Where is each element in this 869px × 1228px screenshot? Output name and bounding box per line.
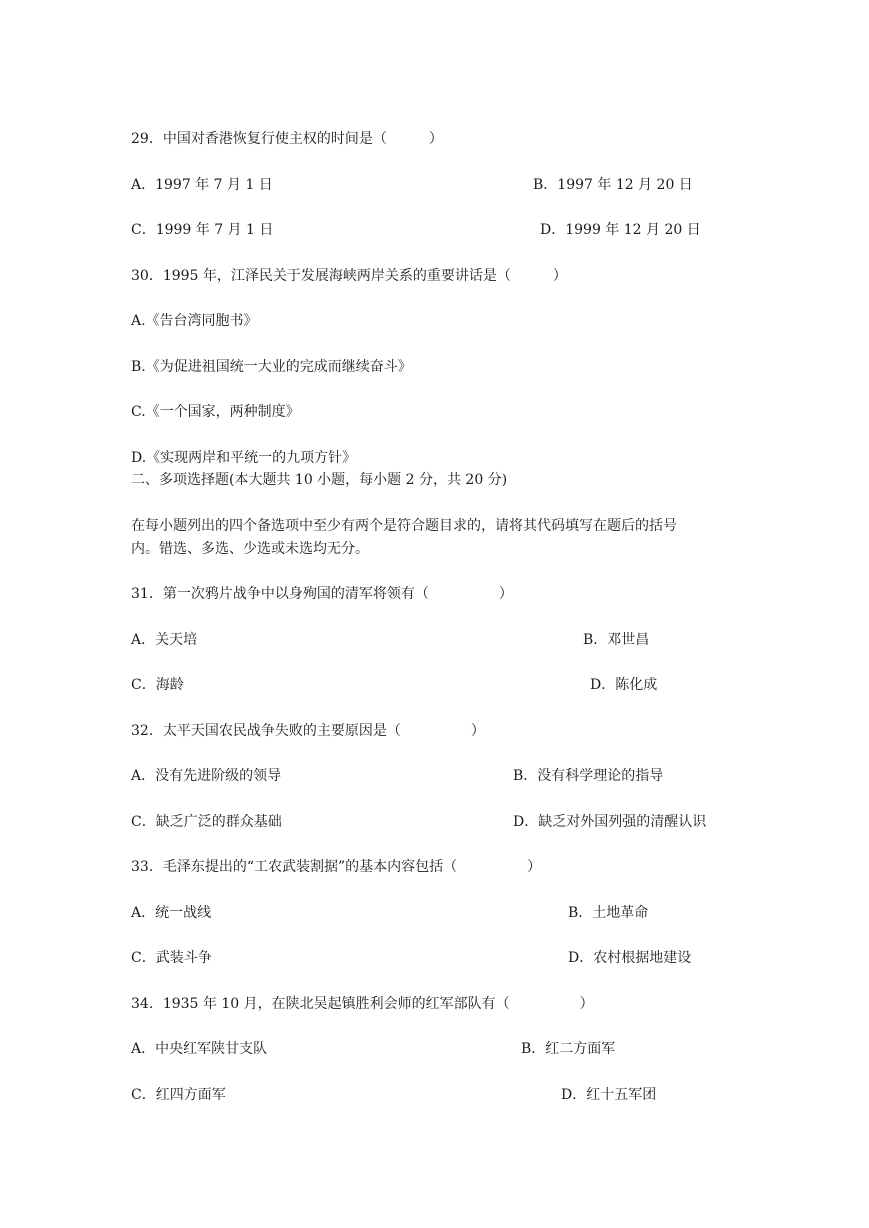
q34-option-b: B．红二方面军	[521, 1041, 616, 1057]
q30-option-a: A.《告台湾同胞书》	[131, 313, 258, 329]
q34-option-c: C．红四方面军	[131, 1087, 226, 1103]
q32-option-d: D．缺乏对外国列强的清醒认识	[513, 814, 707, 830]
q33-option-c: C．武装斗争	[131, 950, 212, 966]
q31-option-a: A．关天培	[131, 632, 198, 648]
q33-stem: 33．毛泽东提出的“工农武装割据”的基本内容包括（ ）	[131, 859, 542, 875]
q29-option-c: C．1999 年 7 月 1 日	[131, 222, 274, 238]
q32-stem: 32．太平天国农民战争失败的主要原因是（ ）	[131, 723, 485, 739]
q34-option-a: A．中央红军陕甘支队	[131, 1041, 268, 1057]
section2-instruction-line1: 在每小题列出的四个备选项中至少有两个是符合题目求的，请将其代码填写在题后的括号	[131, 518, 677, 534]
q32-option-a: A．没有先进阶级的领导	[131, 768, 282, 784]
q30-option-d: D.《实现两岸和平统一的九项方针》	[131, 450, 357, 466]
q31-option-b: B．邓世昌	[583, 632, 650, 648]
q34-option-d: D．红十五军团	[561, 1087, 657, 1103]
q30-option-c: C.《一个国家，两种制度》	[131, 404, 300, 420]
q33-option-b: B．土地革命	[568, 905, 649, 921]
section2-instruction-line2: 内。错选、多选、少选或未选均无分。	[131, 541, 369, 557]
section2-title: 二、多项选择题(本大题共 10 小题，每小题 2 分，共 20 分)	[131, 472, 508, 488]
q31-option-d: D．陈化成	[590, 677, 658, 693]
q31-option-c: C．海龄	[131, 677, 184, 693]
q33-option-d: D．农村根据地建设	[568, 950, 692, 966]
q29-option-d: D．1999 年 12 月 20 日	[540, 222, 701, 238]
q33-option-a: A．统一战线	[131, 905, 212, 921]
q34-stem: 34．1935 年 10 月，在陕北吴起镇胜利会师的红军部队有（ ）	[131, 996, 594, 1012]
q29-option-b: B．1997 年 12 月 20 日	[533, 177, 693, 193]
q32-option-c: C．缺乏广泛的群众基础	[131, 814, 282, 830]
q31-stem: 31．第一次鸦片战争中以身殉国的清军将领有（ ）	[131, 586, 513, 602]
q30-stem: 30．1995 年，江泽民关于发展海峡两岸关系的重要讲话是（ ）	[131, 268, 567, 284]
q30-option-b: B.《为促进祖国统一大业的完成而继续奋斗》	[131, 359, 412, 375]
q29-stem: 29．中国对香港恢复行使主权的时间是（ ）	[131, 131, 443, 147]
q32-option-b: B．没有科学理论的指导	[513, 768, 664, 784]
q29-option-a: A．1997 年 7 月 1 日	[131, 177, 273, 193]
